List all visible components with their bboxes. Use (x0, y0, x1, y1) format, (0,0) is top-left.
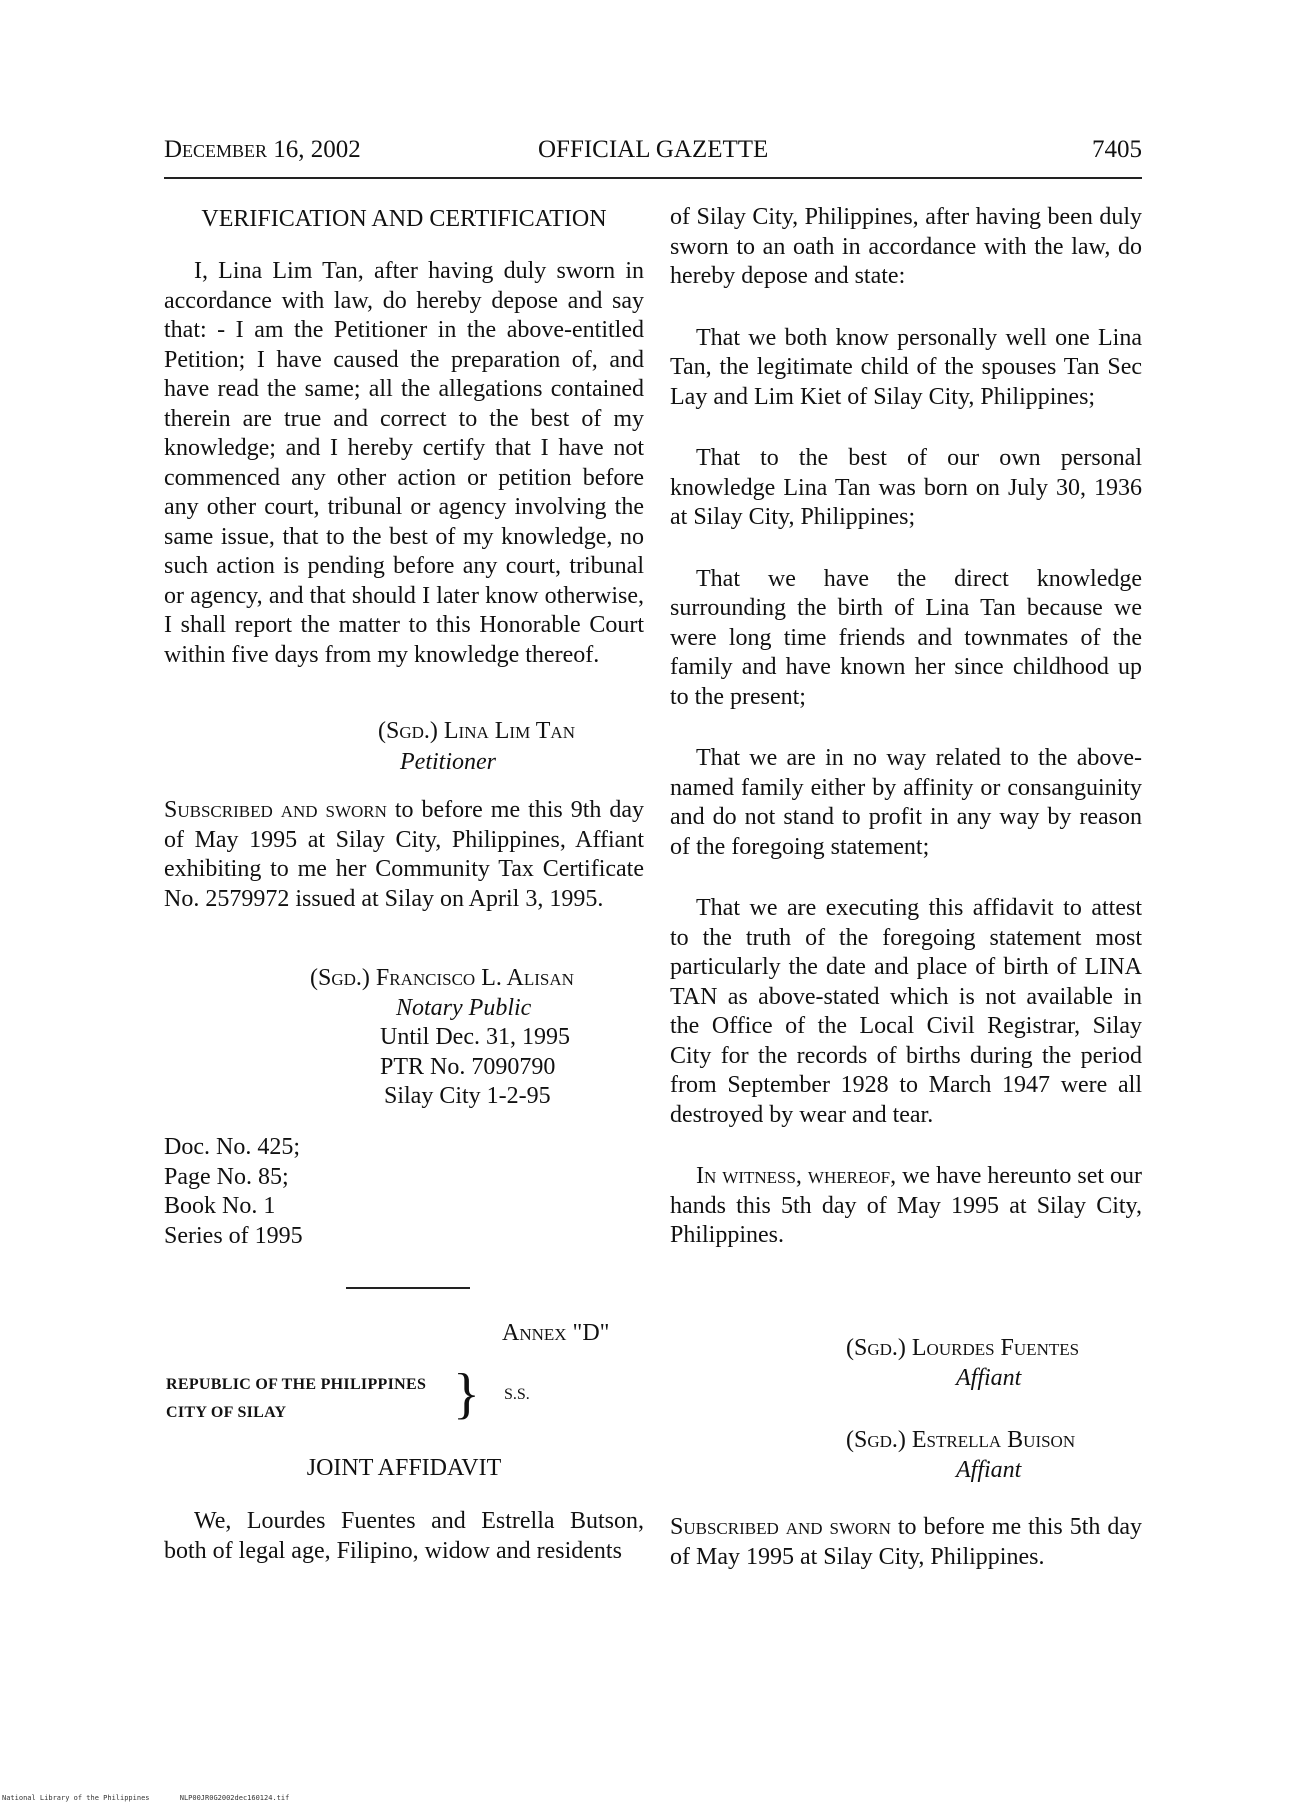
affiant-one (846, 1333, 1079, 1393)
venue-ss: S.S. (504, 1386, 530, 1403)
page-header (164, 136, 1142, 176)
footer-library: National Library of the Philippines (2, 1794, 150, 1802)
header-rule (164, 177, 1142, 179)
affidavit-paragraph: That we have the direct knowledge surrounding the birth of Lina Tan because we were long time friends and townmates of the family and have known her since childhood up to the present; (670, 565, 1142, 710)
jurat-one-body: to before me this 9th day of May 1995 at Silay City, Philippines, Affiant exhibiting to me her Community Tax Certificate No. 2579972 issued at Silay on April 3, 1995. (164, 797, 644, 912)
page-number-ref: Page No. 85; (164, 1163, 289, 1190)
affidavit-intro-text: We, Lourdes Fuentes and Estrella Butson, both of legal age, Filipino, widow and residents (164, 1508, 644, 1564)
section-divider (346, 1287, 470, 1289)
affiant-one-role: Affiant (956, 1365, 1022, 1391)
notary-signature: (Sgd.) Francisco L. Alisan (310, 965, 574, 991)
notary-role: Notary Public (396, 994, 532, 1021)
venue-brace: } (453, 1363, 480, 1425)
affiant-one-name: (Sgd.) Lourdes Fuentes (846, 1335, 1080, 1361)
affidavit-paragraph: That we are in no way related to the above-named family either by affinity or consanguinity and do not stand to profit in any way by reason of the foregoing statement; (670, 745, 1142, 860)
petitioner-name: (Sgd.) Lina Lim Tan (378, 718, 575, 744)
affidavit-intro-right: of Silay City, Philippines, after having been duly sworn to an oath in accordance with the law, do hereby depose and state: (670, 204, 1142, 289)
notary-until: Until Dec. 31, 1995 (380, 1024, 570, 1050)
verification-paragraph: I, Lina Lim Tan, after having duly sworn in accordance with law, do hereby depose and say that: - I am the Petitioner in the above-entitled Petition; I have caused the preparation of, and have read the same; all the allegations contained therein are true and correct to the best of my knowledge; and I hereby certify that I have not commenced any other action or petition before any other court, tribunal or agency involving the same issue, that to the best of my knowledge, no such action is pending before any court, tribunal or agency, and that should I later know otherwise, I shall report the matter to this Honorable Court within five days from my knowledge thereof. (164, 258, 644, 668)
header-title: OFFICIAL GAZETTE (538, 136, 769, 163)
affiant-two-name: (Sgd.) Estrella Buison (846, 1427, 1076, 1453)
venue (166, 1371, 426, 1427)
notary-ptr: PTR No. 7090790 (380, 1053, 556, 1080)
page-number: 7405 (1092, 136, 1142, 163)
petitioner-signature (378, 718, 575, 776)
affidavit-paragraph: That to the best of our own personal knowledge Lina Tan was born on July 30, 1936 at Silay City, Philippines; (670, 445, 1142, 530)
doc-info (164, 1133, 303, 1251)
witness-body: we have hereunto set our hands this 5th day of May 1995 at Silay City, Philippines. (670, 1163, 1142, 1248)
book-number: Book No. 1 (164, 1193, 276, 1219)
jurat-two-body: to before me this 5th day of May 1995 at Silay City, Philippines. (670, 1514, 1142, 1570)
petitioner-role: Petitioner (400, 749, 496, 775)
venue-republic: REPUBLIC OF THE PHILIPPINES (166, 1376, 427, 1393)
witness-clause (670, 1162, 1142, 1251)
jurat-two (670, 1513, 1142, 1572)
verification-heading: VERIFICATION AND CERTIFICATION (201, 206, 607, 232)
verification-body (164, 257, 644, 670)
notary-city: Silay City 1-2-95 (384, 1083, 551, 1109)
jurat-one (164, 796, 644, 914)
witness-lead: In witness, whereof, (696, 1163, 897, 1189)
scan-footer (2, 1794, 289, 1802)
jurat-one-lead: Subscribed and sworn (164, 797, 387, 823)
notary-block (310, 964, 574, 1112)
affiant-two-role: Affiant (956, 1457, 1022, 1483)
doc-number: Doc. No. 425; (164, 1134, 300, 1160)
series: Series of 1995 (164, 1222, 303, 1249)
venue-city: CITY OF SILAY (166, 1404, 287, 1421)
affidavit-paragraph: That we both know personally well one Lina Tan, the legitimate child of the spouses Tan Sec Lay and Lim Kiet of Silay City, Philippines; (670, 324, 1142, 410)
affidavit-heading: JOINT AFFIDAVIT (306, 1455, 502, 1481)
header-date: December 16, 2002 (164, 136, 361, 163)
right-column (670, 203, 1142, 1283)
affidavit-paragraph: That we are executing this affidavit to attest to the truth of the foregoing statement most particularly the date and place of birth of LINA TAN as above-stated which is not available in the Office of the Local Civil Registrar, Silay City for the records of births during the period from September 1928 to March 1947 were all destroyed by wear and tear. (670, 895, 1142, 1128)
affidavit-intro-left (164, 1507, 644, 1566)
jurat-two-lead: Subscribed and sworn (670, 1514, 891, 1540)
footer-file-id: NLP00JR0G2002dec160124.tif (179, 1794, 290, 1802)
annex-label: Annex "D" (502, 1320, 610, 1346)
affiant-two (846, 1425, 1075, 1485)
